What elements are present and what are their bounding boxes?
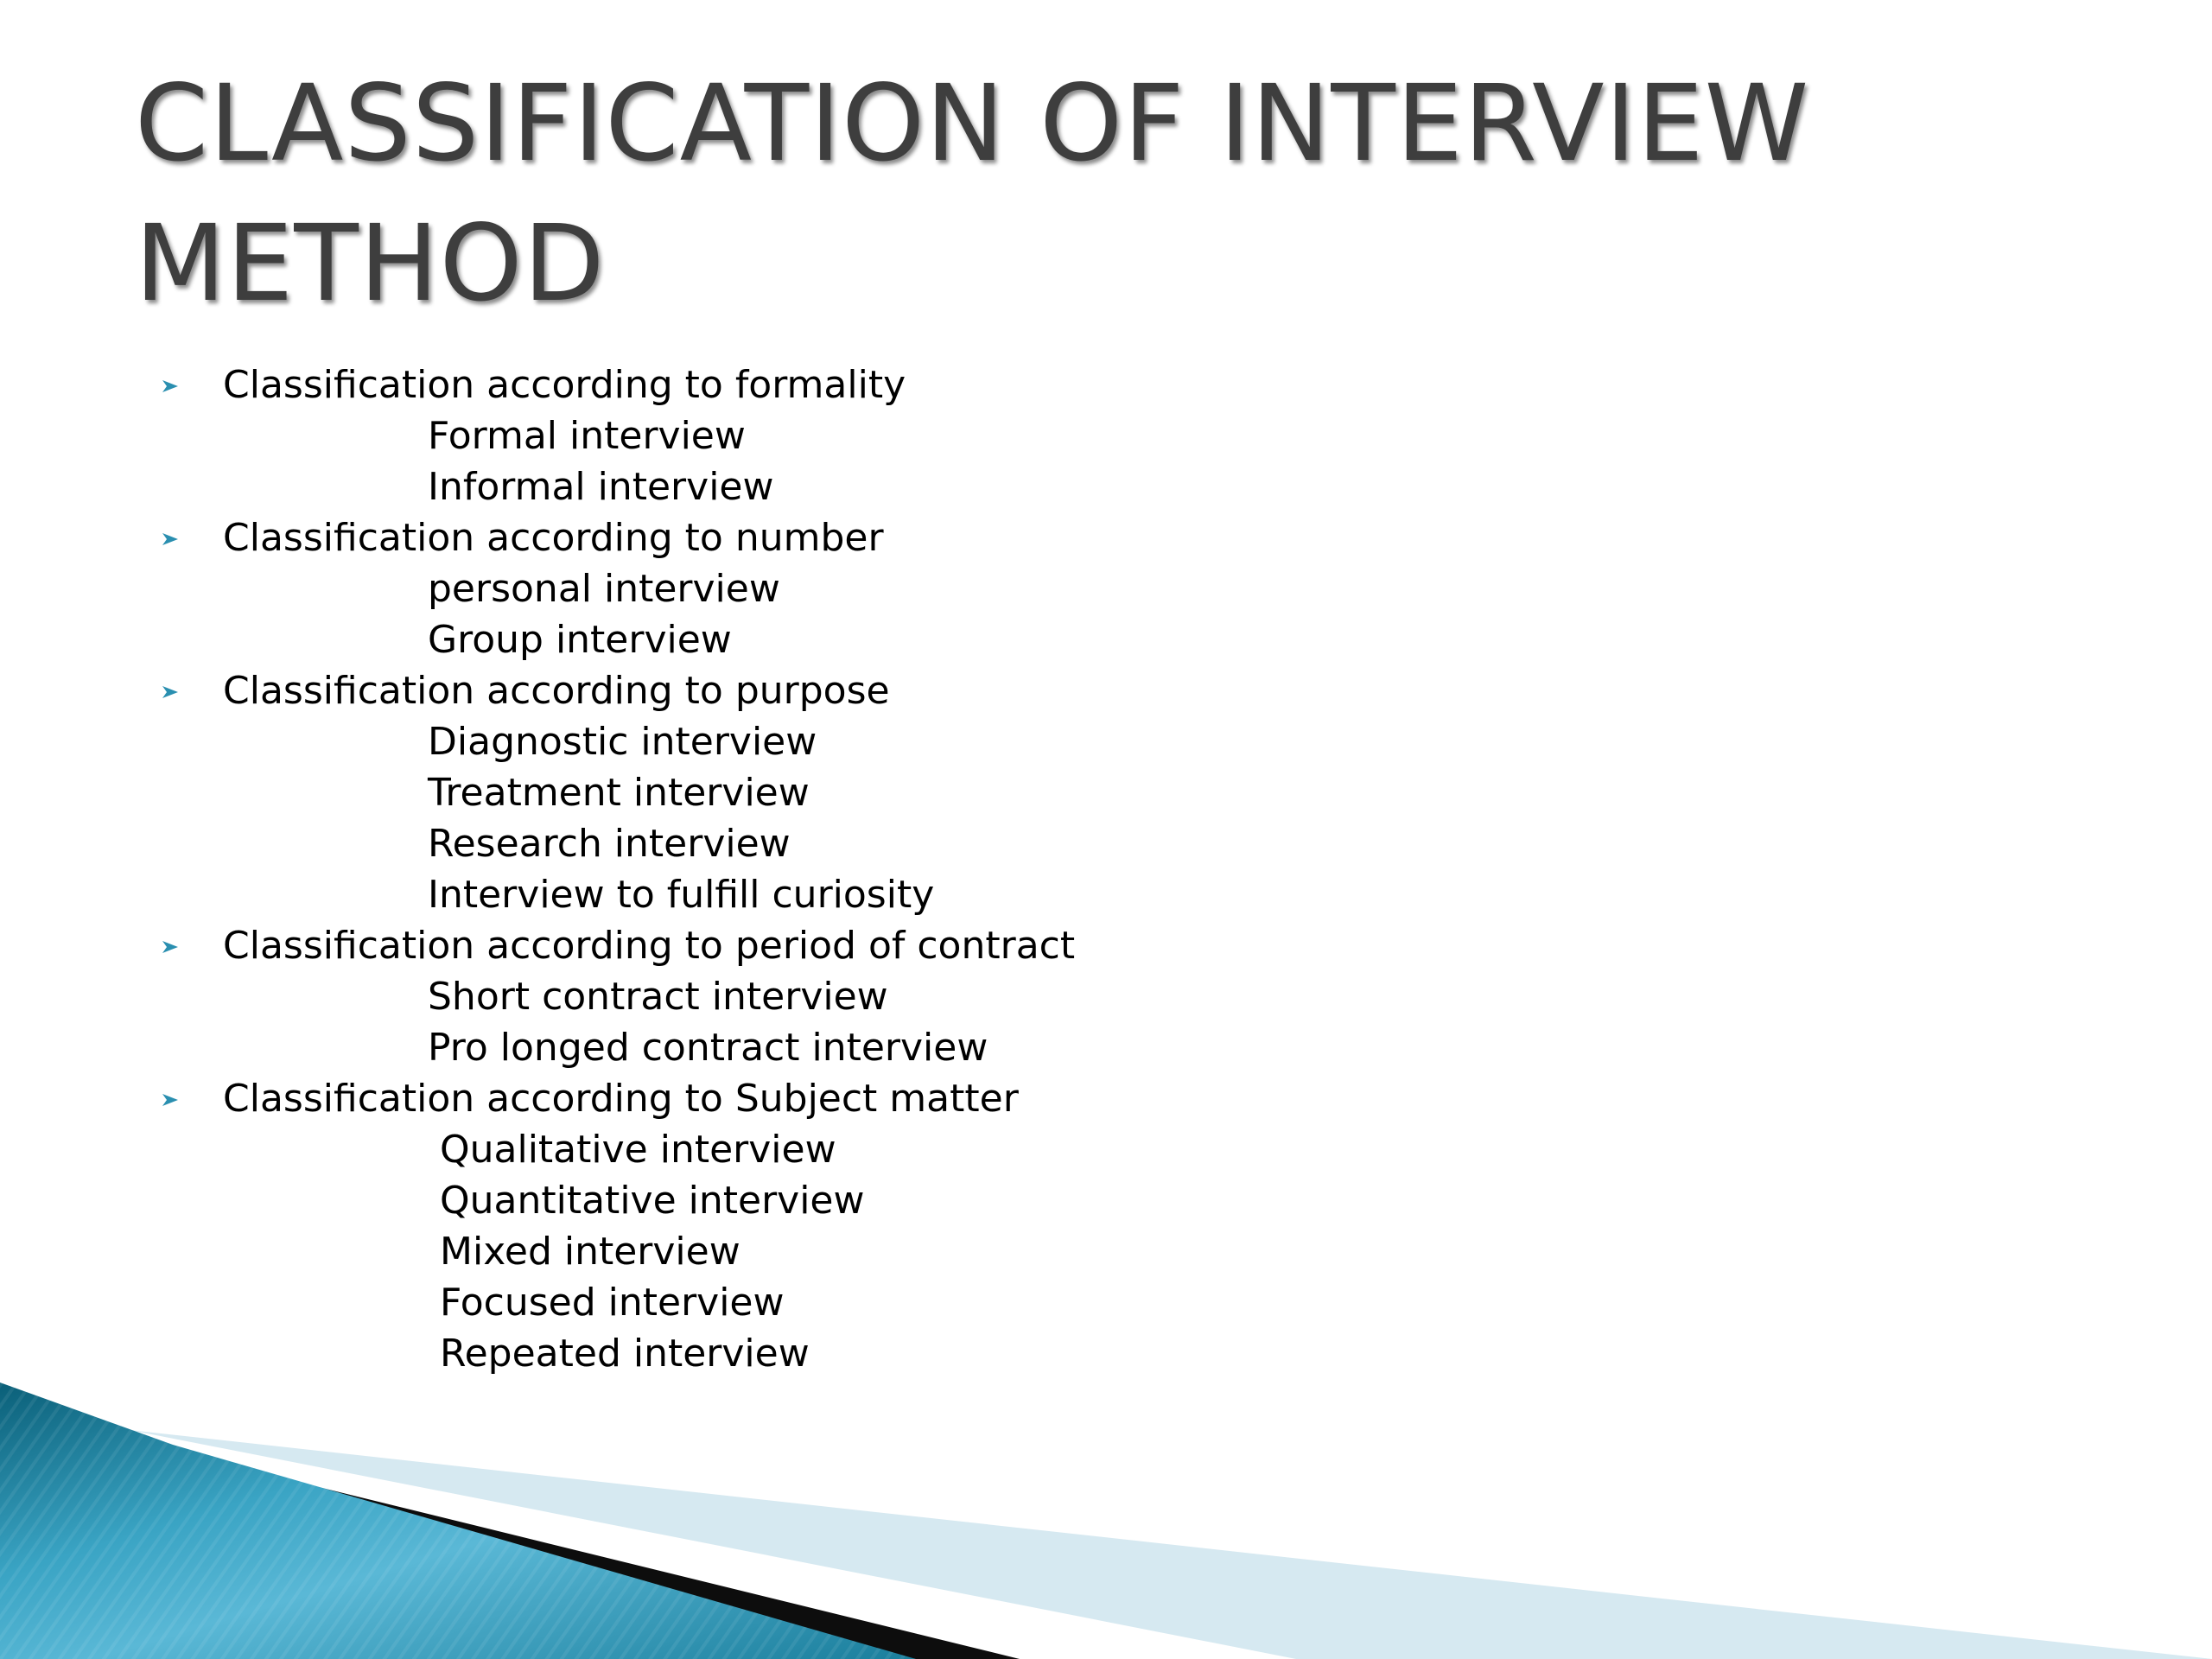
list-item	[0, 410, 2212, 461]
list-item-text: Short contract interview	[428, 975, 888, 1019]
section-heading-text: Classification according to formality	[223, 363, 906, 407]
section-heading	[0, 512, 2212, 563]
list-item	[0, 1022, 2212, 1073]
list-item-text: Pro longed contract interview	[428, 1026, 988, 1070]
section-heading	[0, 665, 2212, 716]
list-item	[0, 461, 2212, 512]
section-heading	[0, 1073, 2212, 1124]
list-item-text: Diagnostic interview	[428, 720, 817, 764]
list-item	[0, 818, 2212, 869]
bullet-list	[0, 359, 2212, 1379]
list-item-text: Formal interview	[428, 414, 746, 458]
arrow-bullet-icon	[161, 1092, 180, 1108]
arrow-bullet-icon	[161, 939, 180, 955]
title-line-2: METHOD	[135, 202, 606, 325]
list-item-text: Mixed interview	[440, 1230, 741, 1274]
list-item-text: Research interview	[428, 822, 791, 866]
list-item-text: Focused interview	[440, 1281, 785, 1325]
list-item	[0, 1328, 2212, 1379]
section-heading-text: Classification according to period of contract	[223, 924, 1076, 968]
list-item-text: Repeated interview	[440, 1332, 810, 1376]
section-heading	[0, 920, 2212, 971]
list-item	[0, 767, 2212, 818]
list-item	[0, 869, 2212, 920]
list-item-text: Treatment interview	[428, 771, 810, 815]
section-heading-text: Classification according to Subject matter	[223, 1077, 1019, 1121]
list-item	[0, 563, 2212, 614]
decorative-wave-graphic	[0, 1382, 2212, 1659]
list-item-text: personal interview	[428, 567, 780, 611]
list-item	[0, 716, 2212, 767]
arrow-bullet-icon	[161, 684, 180, 700]
list-item	[0, 1226, 2212, 1277]
list-item	[0, 1124, 2212, 1175]
list-item	[0, 971, 2212, 1022]
arrow-bullet-icon	[161, 531, 180, 547]
section-heading-text: Classification according to purpose	[223, 669, 890, 713]
list-item-text: Quantitative interview	[440, 1179, 865, 1223]
arrow-bullet-icon	[161, 378, 180, 394]
section-heading	[0, 359, 2212, 410]
list-item	[0, 614, 2212, 665]
list-item-text: Qualitative interview	[440, 1128, 836, 1172]
section-heading-text: Classification according to number	[223, 516, 884, 560]
list-item-text: Informal interview	[428, 465, 774, 509]
list-item	[0, 1175, 2212, 1226]
list-item-text: Interview to fulfill curiosity	[428, 873, 935, 917]
list-item-text: Group interview	[428, 618, 732, 662]
title-line-1: CLASSIFICATION OF INTERVIEW	[135, 62, 1810, 185]
slide-title	[135, 54, 2122, 334]
list-item	[0, 1277, 2212, 1328]
